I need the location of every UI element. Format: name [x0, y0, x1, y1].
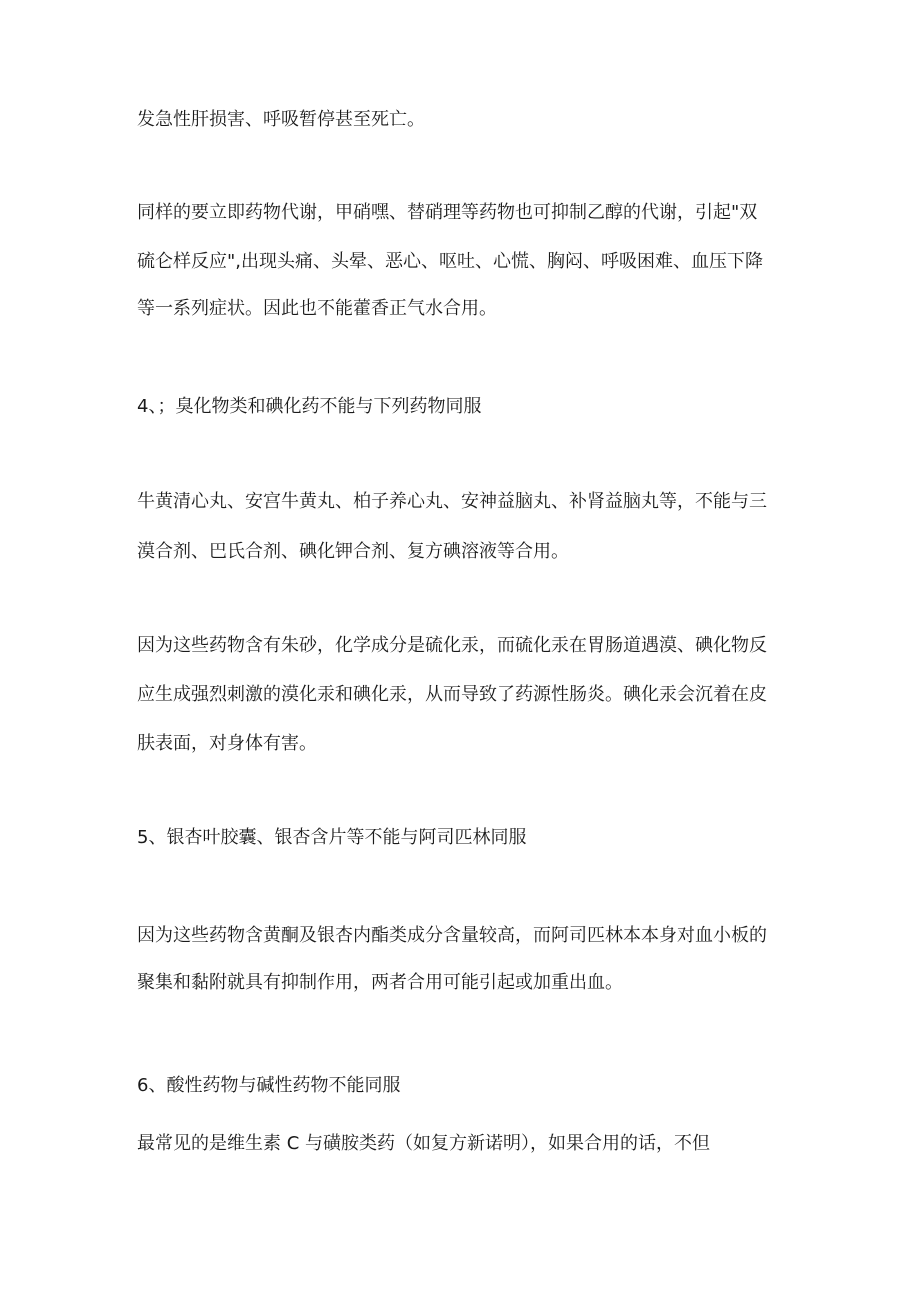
- paragraph-4-line-2: 应生成强烈刺激的漠化汞和碘化汞，从而导致了药源性肠炎。碘化汞会沉着在皮: [137, 684, 767, 705]
- paragraph-2-line-2: 硫仑样反应",出现头痛、头晕、恶心、呕吐、心慌、胸闷、呼吸困难、血压下降: [137, 251, 763, 272]
- paragraph-3-line-2: 漠合剂、巴氏合剂、碘化钾合剂、复方碘溶液等合用。: [137, 541, 569, 562]
- paragraph-4-line-3: 肤表面，对身体有害。: [137, 733, 317, 754]
- paragraph-1-line-1: 发急性肝损害、呼吸暂停甚至死亡。: [137, 109, 425, 130]
- paragraph-4-line-1: 因为这些药物含有朱砂，化学成分是硫化汞，而硫化汞在胃肠道遇漠、碘化物反: [137, 635, 767, 656]
- section-heading-4: 4、；臭化物类和碘化药不能与下列药物同服: [137, 396, 482, 417]
- paragraph-2-line-1: 同样的要立即药物代谢，甲硝嘿、替硝理等药物也可抑制乙醇的代谢，引起"双: [137, 202, 758, 223]
- section-heading-5: 5、银杏叶胶囊、银杏含片等不能与阿司匹林同服: [137, 827, 527, 848]
- paragraph-6-line-1: 最常见的是维生素 C 与磺胺类药（如复方新诺明），如果合用的话，不但: [137, 1133, 711, 1154]
- paragraph-2-line-3: 等一系列症状。因此也不能藿香正气水合用。: [137, 298, 497, 319]
- paragraph-5-line-1: 因为这些药物含黄酮及银杏内酯类成分含量较高，而阿司匹林本本身对血小板的: [137, 925, 767, 946]
- paragraph-3-line-1: 牛黄清心丸、安宫牛黄丸、柏子养心丸、安神益脑丸、补肾益脑丸等，不能与三: [137, 491, 767, 512]
- section-heading-6: 6、酸性药物与碱性药物不能同服: [137, 1075, 401, 1096]
- paragraph-5-line-2: 聚集和黏附就具有抑制作用，两者合用可能引起或加重出血。: [137, 972, 623, 993]
